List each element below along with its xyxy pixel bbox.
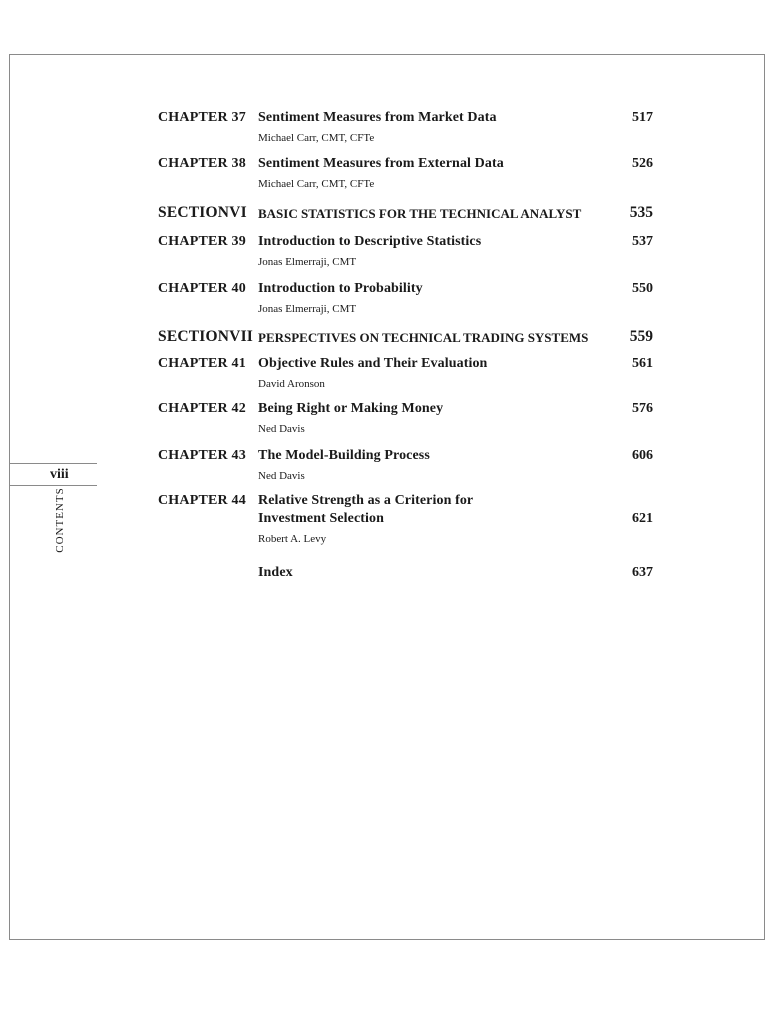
chapter-author: Robert A. Levy — [258, 533, 327, 545]
chapter-author: Ned Davis — [258, 423, 305, 435]
chapter-label: CHAPTER 40 — [158, 281, 246, 296]
chapter-title: Sentiment Measures from Market Data — [258, 110, 497, 125]
sidebar-rule-bottom — [9, 485, 97, 486]
chapter-author: Michael Carr, CMT, CFTe — [258, 178, 375, 190]
chapter-title-line-1: Relative Strength as a Criterion for — [258, 493, 474, 508]
section-title: BASIC STATISTICS FOR THE TECHNICAL ANALYST — [258, 206, 582, 221]
page-number: 559 — [629, 328, 653, 345]
section-title: PERSPECTIVES ON TECHNICAL TRADING SYSTEMS — [258, 330, 589, 345]
chapter-author: Ned Davis — [258, 470, 305, 482]
chapter-title: Objective Rules and Their Evaluation — [258, 356, 488, 371]
chapter-author: David Aronson — [258, 378, 325, 390]
section-label: SECTIONVII — [158, 328, 254, 345]
chapter-label: CHAPTER 41 — [158, 356, 246, 371]
page-number: 526 — [632, 156, 653, 171]
page-number: 550 — [632, 281, 653, 296]
chapter-title: The Model-Building Process — [258, 448, 430, 463]
chapter-title-line-2: Investment Selection — [258, 511, 385, 526]
chapter-title: Being Right or Making Money — [258, 401, 444, 416]
chapter-author: Jonas Elmerraji, CMT — [258, 256, 357, 268]
chapter-label: CHAPTER 44 — [158, 493, 246, 508]
section-label: SECTIONVI — [158, 204, 247, 221]
chapter-author: Michael Carr, CMT, CFTe — [258, 132, 375, 144]
page-number: 537 — [632, 234, 653, 249]
chapter-label: CHAPTER 39 — [158, 234, 246, 249]
page-number: 576 — [632, 401, 653, 416]
chapter-title: Introduction to Descriptive Statistics — [258, 234, 482, 249]
running-head: CONTENTS — [54, 487, 66, 553]
chapter-label: CHAPTER 37 — [158, 110, 246, 125]
chapter-title: Introduction to Probability — [258, 281, 423, 296]
index-title: Index — [258, 565, 293, 580]
chapter-author: Jonas Elmerraji, CMT — [258, 303, 357, 315]
chapter-label: CHAPTER 42 — [158, 401, 246, 416]
chapter-label: CHAPTER 38 — [158, 156, 246, 171]
page-number: 535 — [629, 204, 653, 221]
page-number: 621 — [632, 511, 653, 526]
chapter-label: CHAPTER 43 — [158, 448, 246, 463]
chapter-title: Sentiment Measures from External Data — [258, 156, 504, 171]
page-number: 606 — [632, 448, 653, 463]
page-number: 561 — [632, 356, 653, 371]
page-number: 637 — [632, 565, 653, 580]
page-folio: viii — [50, 467, 69, 482]
page-number: 517 — [632, 110, 653, 125]
sidebar-rule-top — [9, 463, 97, 464]
